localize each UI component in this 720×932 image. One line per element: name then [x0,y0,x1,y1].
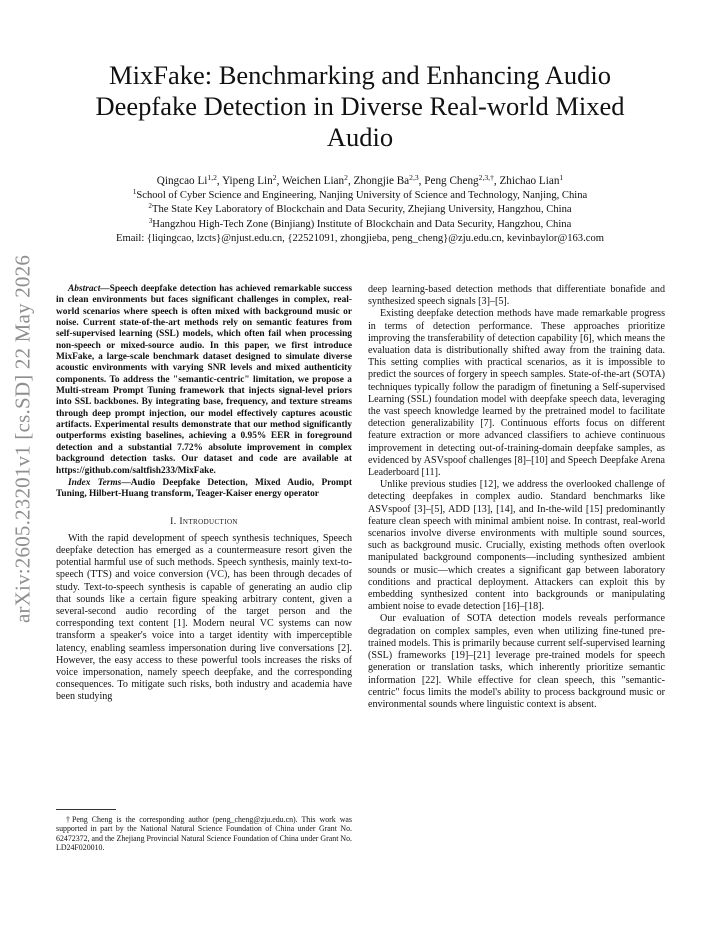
paper-title: MixFake: Benchmarking and Enhancing Audio Deepfake Detection in Diverse Real-world Mixed Audio [95,60,625,152]
author-affiliation-marker: 2,3,† [478,172,494,182]
author-name: Zhichao Lian [499,175,560,187]
index-terms-text: —Audio Deepfake Detection, Mixed Audio, Prompt Tuning, Hilbert-Huang transform, Teager-Kaiser energy operator [56,477,352,500]
abstract-label: Abstract [68,284,101,294]
intro-paragraph-2: Existing deepfake detection methods have made remarkable progress in terms of detection performance. These approaches prioritize improving the transferability of detection capability [6], which means the evaluation data is distributionally shifted away from the training data. This setting complies with practical scenarios, as it is impossible to predict the sources of forgery in speech samples. State-of-the-art (SOTA) techniques typically follow the paradigm of finetuning a Self-supervised Learning (SSL) foundation model with deepfake speech data, leveraging the vast speech knowledge learned by the pretrained model to facilitate detection generalizability [7]. Continuous efforts focus on different feature extraction or more advanced classifiers to achieve continuous improvement in detecting out-of-training-domain deepfake samples, as evidenced by ASVspoof challenges [8]–[10] and Speech Deepfake Arena Leaderboard [11]. [368,308,665,479]
affiliation-2-marker: 2 [148,202,152,211]
arxiv-sidebar-stamp [6,254,40,624]
affiliation-1 [60,189,660,204]
arxiv-identifier[interactable]: arXiv:2605.23201v1 [cs.SD] 22 May 2026 [10,254,35,624]
left-column [56,284,352,704]
footnote-divider [56,809,116,810]
affiliation-2 [60,203,660,218]
author-affiliation-marker: 2 [272,172,277,182]
abstract [56,284,352,477]
author-emails: Email: {liqingcao, lzcts}@njust.edu.cn, {22521091, zhongjieba, peng_cheng}@zju.edu.cn, kevinbaylor@163.com [116,233,604,244]
author-list: Qingcao Li$^{1,2}$, Yipeng Lin$^2$, Weichen Lian$^2$, Zhongjie Ba$^{2,3}$, Peng Cheng$^{2,3,\dagger}$, Zhichao Lian$^1$ [156,172,564,187]
abstract-text: —Speech deepfake detection has achieved remarkable success in clean environments but faces significant challenges in complex, real-world scenarios where speech is often mixed with background music or noise. Current state-of-the-art methods rely on semantic features from self-supervised learning (SSL) models, which often fail when processing non-speech or mixed-source audio. In this paper, we first introduce MixFake, a large-scale benchmark dataset designed to simulate diverse acoustic environments with varying SNR levels and mixed authenticity components. To address the "semantic-centric" limitation, we propose a Multi-stream Prompt Tuning framework that injects signal-level priors into SSL backbones. By integrating base, frequency, and texture streams through deep prompt injection, our model effectively captures acoustic artifacts. Experimental results demonstrate that our method significantly outperforms existing baselines, achieving a 0.95% EER in foreground detection and a substantial 7.72% absolute improvement in complex background detection tasks. Our dataset and code are available at https://github.com/saltfish233/MixFake. [56,284,352,476]
section-heading-introduction: I. Introduction [170,515,238,527]
index-terms-label: Index Terms [68,477,122,488]
author-name: Zhongjie Ba [353,175,410,187]
affiliation-3-text: Hangzhou High-Tech Zone (Binjiang) Institute of Blockchain and Data Security, Hangzhou, China [152,218,572,230]
author-affiliation-marker: 1,2 [207,172,217,182]
author-name: Qingcao Li [156,175,208,187]
author-affiliation-marker: 1 [559,172,564,182]
affiliation-2-text: The State Key Laboratory of Blockchain and Data Security, Zhejiang University, Hangzhou, China [151,204,572,215]
intro-paragraph-3: Unlike previous studies [12], we address the overlooked challenge of detecting deepfakes in complex audio. Standard benchmarks like ASVspoof [3]–[5], ADD [13], [14], and In-the-wild [15] predominantly feature clean speech with minimal ambient noise. In contrast, real-world scenarios involve diverse environments with multiple sound sources, such as background music. Crucially, existing methods often overlook manipulated background components—including synthesized ambient sounds or music—which creates a significant gap between laboratory conditions and practical deployment. Attackers can exploit this by embedding synthesized content into backgrounds or manipulating ambient noise to evade detection [16]–[18]. [368,479,665,613]
footnote: †Peng Cheng is the corresponding author (peng_cheng@zju.edu.cn). This work was supported in part by the National Natural Science Foundation of China under Grant No. 62472372, and the Zhejiang Provincial Natural Science Foundation of China under Grant No. LD24F020010. [56,815,352,853]
affiliation-3 [60,218,660,233]
affiliation-1-marker: 1 [132,187,137,196]
intro-paragraph-continued: deep learning-based detection methods that differentiate bonafide and synthesized speech signals [3]–[5]. [368,284,665,308]
author-affiliation-marker: 2 [344,172,348,182]
intro-paragraph-1: With the rapid development of speech synthesis techniques, Speech deepfake detection has emerged as a countermeasure resort given the potential harmful use of such methods. Speech synthesis, mainly text-to-speech (TTS) and voice conversion (VC), has been through decades of study. Text-to-speech synthesis is capable of generating an audio clip that sounds like a certain figure speaking arbitrary content, given a several-second audio recording of the target person and the corresponding text content [1]. Modern neural VC systems can now transform a speaker's voice into a target identity with imperceptible latency, enabling seamless impersonation during live conversations [2]. However, the easy access to these powerful tools increases the risks of voice impersonation, namely speech deepfake, and the corresponding consequences. To mitigate such risks, both industry and academia have been studying [56,532,352,703]
affiliation-1-text: School of Cyber Science and Engineering, Nanjing University of Science and Technology, Nanjing, China [136,189,588,201]
author-name: Peng Cheng [424,175,479,187]
right-column [368,284,665,711]
author-name: Yipeng Lin [222,175,273,187]
author-affiliation-marker: 2,3 [409,172,419,182]
affiliation-3-marker: 3 [148,216,153,225]
index-terms [56,478,352,501]
author-block [60,174,660,247]
author-name: Weichen Lian [281,175,345,187]
intro-paragraph-4: Our evaluation of SOTA detection models reveals performance degradation on complex samples, even when utilizing fine-tuned pre-trained models. This is primarily because current self-supervised learning (SSL) frameworks [19]–[21] leverage pre-trained models for speech generation or translation tasks, which inherently prioritize semantic information [22]. While effective for clean speech, this "semantic-centric" focus limits the model's ability to process background music or environmental sounds where linguistic context is absent. [368,613,665,710]
